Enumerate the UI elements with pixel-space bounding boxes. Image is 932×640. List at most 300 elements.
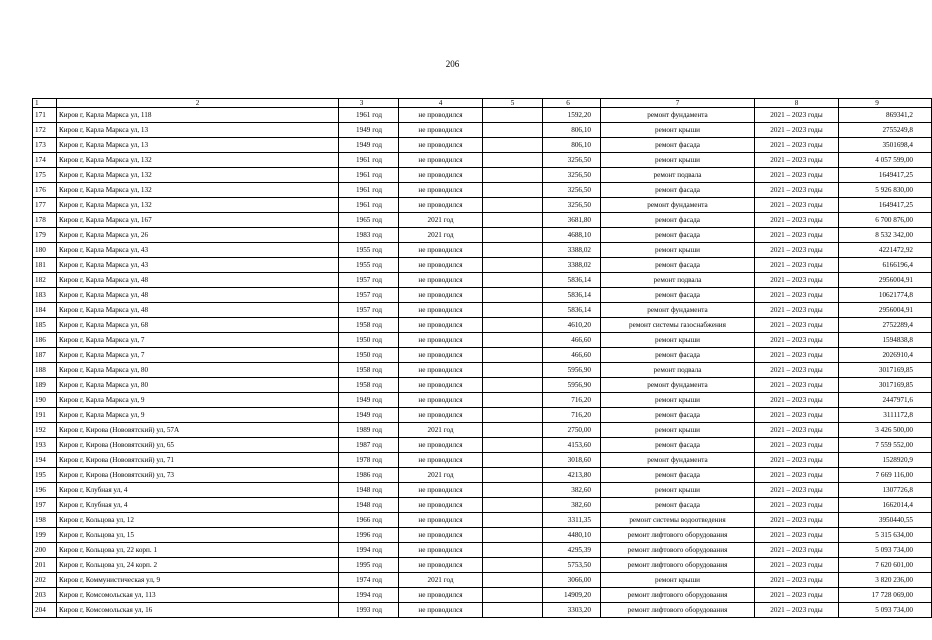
- cell-row-number: 187: [33, 348, 57, 363]
- cell-address: Киров г, Карла Маркса ул, 48: [57, 273, 339, 288]
- cell-empty-col: [483, 543, 543, 558]
- cell-build-year: 1961 год: [339, 168, 399, 183]
- cell-row-number: 175: [33, 168, 57, 183]
- column-number-4: 4: [399, 99, 483, 108]
- cell-cost: 4221472,92: [839, 243, 932, 258]
- cell-address: Киров г, Карла Маркса ул, 26: [57, 228, 339, 243]
- cell-area: 3388,02: [543, 258, 601, 273]
- cell-address: Киров г, Карла Маркса ул, 7: [57, 348, 339, 363]
- cell-build-year: 1986 год: [339, 468, 399, 483]
- cell-empty-col: [483, 603, 543, 618]
- cell-last-repair-year: не проводился: [399, 513, 483, 528]
- cell-build-year: 1955 год: [339, 258, 399, 273]
- cell-build-year: 1961 год: [339, 183, 399, 198]
- cell-period: 2021 – 2023 годы: [755, 513, 839, 528]
- cell-work-type: ремонт подвала: [601, 168, 755, 183]
- cell-row-number: 203: [33, 588, 57, 603]
- cell-area: 1592,20: [543, 108, 601, 123]
- cell-empty-col: [483, 333, 543, 348]
- table-row: [33, 153, 932, 168]
- cell-address: Киров г, Кирова (Нововятский) ул, 73: [57, 468, 339, 483]
- cell-address: Киров г, Кирова (Нововятский) ул, 65: [57, 438, 339, 453]
- table-body: [33, 99, 932, 618]
- cell-period: 2021 – 2023 годы: [755, 423, 839, 438]
- cell-row-number: 195: [33, 468, 57, 483]
- cell-row-number: 186: [33, 333, 57, 348]
- cell-work-type: ремонт системы газоснабжения: [601, 318, 755, 333]
- cell-empty-col: [483, 408, 543, 423]
- cell-cost: 3 426 500,00: [839, 423, 932, 438]
- cell-address: Киров г, Карла Маркса ул, 9: [57, 408, 339, 423]
- cell-cost: 1649417,25: [839, 168, 932, 183]
- column-number-3: 3: [339, 99, 399, 108]
- cell-row-number: 191: [33, 408, 57, 423]
- cell-address: Киров г, Кольцова ул, 22 корп. 1: [57, 543, 339, 558]
- cell-work-type: ремонт фасада: [601, 468, 755, 483]
- cell-period: 2021 – 2023 годы: [755, 288, 839, 303]
- cell-empty-col: [483, 318, 543, 333]
- cell-empty-col: [483, 378, 543, 393]
- cell-last-repair-year: 2021 год: [399, 573, 483, 588]
- cell-row-number: 194: [33, 453, 57, 468]
- cell-address: Киров г, Карла Маркса ул, 167: [57, 213, 339, 228]
- cell-row-number: 190: [33, 393, 57, 408]
- table-row: [33, 168, 932, 183]
- table-row: [33, 123, 932, 138]
- cell-build-year: 1948 год: [339, 498, 399, 513]
- cell-last-repair-year: не проводился: [399, 243, 483, 258]
- cell-area: 3681,80: [543, 213, 601, 228]
- cell-cost: 3111172,8: [839, 408, 932, 423]
- cell-last-repair-year: не проводился: [399, 318, 483, 333]
- cell-work-type: ремонт фасада: [601, 348, 755, 363]
- cell-address: Киров г, Кирова (Нововятский) ул, 57А: [57, 423, 339, 438]
- cell-last-repair-year: не проводился: [399, 453, 483, 468]
- cell-area: 3256,50: [543, 153, 601, 168]
- column-number-7: 7: [601, 99, 755, 108]
- cell-period: 2021 – 2023 годы: [755, 153, 839, 168]
- cell-area: 3066,00: [543, 573, 601, 588]
- cell-row-number: 199: [33, 528, 57, 543]
- cell-work-type: ремонт подвала: [601, 363, 755, 378]
- cell-cost: 2755249,8: [839, 123, 932, 138]
- cell-work-type: ремонт фундамента: [601, 453, 755, 468]
- cell-work-type: ремонт фасада: [601, 408, 755, 423]
- cell-empty-col: [483, 558, 543, 573]
- cell-cost: 7 620 601,00: [839, 558, 932, 573]
- cell-work-type: ремонт крыши: [601, 153, 755, 168]
- cell-work-type: ремонт крыши: [601, 123, 755, 138]
- cell-empty-col: [483, 393, 543, 408]
- cell-period: 2021 – 2023 годы: [755, 468, 839, 483]
- cell-empty-col: [483, 303, 543, 318]
- cell-area: 4295,39: [543, 543, 601, 558]
- table-row: [33, 573, 932, 588]
- cell-cost: 1594838,8: [839, 333, 932, 348]
- cell-work-type: ремонт фасада: [601, 258, 755, 273]
- table-row: [33, 273, 932, 288]
- cell-build-year: 1949 год: [339, 138, 399, 153]
- cell-area: 4153,60: [543, 438, 601, 453]
- cell-area: 3256,50: [543, 168, 601, 183]
- table-row: [33, 303, 932, 318]
- cell-row-number: 177: [33, 198, 57, 213]
- cell-last-repair-year: 2021 год: [399, 468, 483, 483]
- cell-address: Киров г, Карла Маркса ул, 132: [57, 183, 339, 198]
- cell-empty-col: [483, 138, 543, 153]
- cell-build-year: 1958 год: [339, 363, 399, 378]
- cell-work-type: ремонт фасада: [601, 438, 755, 453]
- table-row: [33, 438, 932, 453]
- cell-area: 716,20: [543, 393, 601, 408]
- cell-last-repair-year: не проводился: [399, 438, 483, 453]
- cell-cost: 6 700 876,00: [839, 213, 932, 228]
- cell-address: Киров г, Клубная ул, 4: [57, 498, 339, 513]
- column-number-9: 9: [839, 99, 932, 108]
- cell-cost: 3017169,85: [839, 378, 932, 393]
- cell-address: Киров г, Кольцова ул, 24 корп. 2: [57, 558, 339, 573]
- cell-area: 5753,50: [543, 558, 601, 573]
- cell-empty-col: [483, 483, 543, 498]
- cell-row-number: 185: [33, 318, 57, 333]
- cell-empty-col: [483, 198, 543, 213]
- cell-row-number: 173: [33, 138, 57, 153]
- cell-empty-col: [483, 108, 543, 123]
- cell-row-number: 198: [33, 513, 57, 528]
- cell-empty-col: [483, 228, 543, 243]
- cell-last-repair-year: не проводился: [399, 408, 483, 423]
- table-row: [33, 108, 932, 123]
- cell-last-repair-year: не проводился: [399, 333, 483, 348]
- cell-build-year: 1978 год: [339, 453, 399, 468]
- cell-build-year: 1948 год: [339, 483, 399, 498]
- cell-work-type: ремонт крыши: [601, 423, 755, 438]
- cell-build-year: 1949 год: [339, 408, 399, 423]
- cell-last-repair-year: 2021 год: [399, 423, 483, 438]
- cell-period: 2021 – 2023 годы: [755, 363, 839, 378]
- cell-work-type: ремонт фасада: [601, 228, 755, 243]
- cell-cost: 1307726,8: [839, 483, 932, 498]
- cell-area: 4213,80: [543, 468, 601, 483]
- cell-work-type: ремонт лифтового оборудования: [601, 528, 755, 543]
- cell-last-repair-year: не проводился: [399, 363, 483, 378]
- table-row: [33, 513, 932, 528]
- cell-build-year: 1961 год: [339, 153, 399, 168]
- cell-work-type: ремонт фасада: [601, 213, 755, 228]
- cell-empty-col: [483, 288, 543, 303]
- table-row: [33, 378, 932, 393]
- cell-period: 2021 – 2023 годы: [755, 603, 839, 618]
- cell-work-type: ремонт крыши: [601, 243, 755, 258]
- cell-work-type: ремонт фасада: [601, 138, 755, 153]
- table-row: [33, 363, 932, 378]
- cell-build-year: 1996 год: [339, 528, 399, 543]
- cell-work-type: ремонт крыши: [601, 573, 755, 588]
- cell-empty-col: [483, 513, 543, 528]
- cell-cost: 5 315 634,00: [839, 528, 932, 543]
- cell-period: 2021 – 2023 годы: [755, 438, 839, 453]
- cell-last-repair-year: не проводился: [399, 138, 483, 153]
- cell-period: 2021 – 2023 годы: [755, 483, 839, 498]
- cell-build-year: 1966 год: [339, 513, 399, 528]
- cell-cost: 17 728 069,00: [839, 588, 932, 603]
- table-row: [33, 408, 932, 423]
- cell-build-year: 1950 год: [339, 348, 399, 363]
- cell-build-year: 1994 год: [339, 588, 399, 603]
- cell-build-year: 1994 год: [339, 543, 399, 558]
- cell-area: 3311,35: [543, 513, 601, 528]
- cell-empty-col: [483, 258, 543, 273]
- cell-row-number: 182: [33, 273, 57, 288]
- cell-last-repair-year: не проводился: [399, 258, 483, 273]
- cell-work-type: ремонт подвала: [601, 273, 755, 288]
- cell-last-repair-year: не проводился: [399, 498, 483, 513]
- table-row: [33, 468, 932, 483]
- cell-work-type: ремонт крыши: [601, 393, 755, 408]
- cell-last-repair-year: не проводился: [399, 168, 483, 183]
- column-number-1: 1: [33, 99, 57, 108]
- cell-area: 4610,20: [543, 318, 601, 333]
- cell-row-number: 193: [33, 438, 57, 453]
- cell-address: Киров г, Комсомольская ул, 113: [57, 588, 339, 603]
- cell-work-type: ремонт фундамента: [601, 378, 755, 393]
- cell-period: 2021 – 2023 годы: [755, 333, 839, 348]
- cell-area: 3018,60: [543, 453, 601, 468]
- cell-empty-col: [483, 243, 543, 258]
- cell-address: Киров г, Карла Маркса ул, 13: [57, 138, 339, 153]
- cell-address: Киров г, Карла Маркса ул, 48: [57, 303, 339, 318]
- cell-area: 5836,14: [543, 273, 601, 288]
- table-row: [33, 498, 932, 513]
- cell-period: 2021 – 2023 годы: [755, 498, 839, 513]
- cell-row-number: 176: [33, 183, 57, 198]
- cell-build-year: 1961 год: [339, 108, 399, 123]
- cell-work-type: ремонт крыши: [601, 333, 755, 348]
- cell-build-year: 1993 год: [339, 603, 399, 618]
- cell-build-year: 1957 год: [339, 303, 399, 318]
- cell-area: 806,10: [543, 138, 601, 153]
- table-row: [33, 138, 932, 153]
- cell-work-type: ремонт лифтового оборудования: [601, 543, 755, 558]
- cell-work-type: ремонт фундамента: [601, 198, 755, 213]
- cell-period: 2021 – 2023 годы: [755, 138, 839, 153]
- cell-empty-col: [483, 123, 543, 138]
- cell-empty-col: [483, 363, 543, 378]
- cell-address: Киров г, Карла Маркса ул, 43: [57, 258, 339, 273]
- table-row: [33, 558, 932, 573]
- cell-cost: 10621774,8: [839, 288, 932, 303]
- cell-cost: 3017169,85: [839, 363, 932, 378]
- cell-area: 5836,14: [543, 288, 601, 303]
- cell-period: 2021 – 2023 годы: [755, 123, 839, 138]
- cell-last-repair-year: не проводился: [399, 288, 483, 303]
- cell-address: Киров г, Кирова (Нововятский) ул, 71: [57, 453, 339, 468]
- cell-build-year: 1995 год: [339, 558, 399, 573]
- cell-period: 2021 – 2023 годы: [755, 573, 839, 588]
- cell-period: 2021 – 2023 годы: [755, 183, 839, 198]
- cell-work-type: ремонт крыши: [601, 483, 755, 498]
- cell-last-repair-year: не проводился: [399, 108, 483, 123]
- column-number-6: 6: [543, 99, 601, 108]
- cell-period: 2021 – 2023 годы: [755, 198, 839, 213]
- cell-row-number: 201: [33, 558, 57, 573]
- cell-address: Киров г, Карла Маркса ул, 132: [57, 168, 339, 183]
- cell-period: 2021 – 2023 годы: [755, 303, 839, 318]
- cell-work-type: ремонт фундамента: [601, 108, 755, 123]
- cell-empty-col: [483, 468, 543, 483]
- cell-period: 2021 – 2023 годы: [755, 213, 839, 228]
- cell-address: Киров г, Кольцова ул, 15: [57, 528, 339, 543]
- cell-last-repair-year: не проводился: [399, 123, 483, 138]
- cell-area: 4688,10: [543, 228, 601, 243]
- cell-period: 2021 – 2023 годы: [755, 588, 839, 603]
- table-row: [33, 318, 932, 333]
- cell-last-repair-year: не проводился: [399, 303, 483, 318]
- cell-work-type: ремонт фасада: [601, 183, 755, 198]
- cell-row-number: 189: [33, 378, 57, 393]
- cell-address: Киров г, Клубная ул, 4: [57, 483, 339, 498]
- cell-work-type: ремонт системы водоотведения: [601, 513, 755, 528]
- cell-row-number: 172: [33, 123, 57, 138]
- cell-row-number: 184: [33, 303, 57, 318]
- cell-last-repair-year: не проводился: [399, 393, 483, 408]
- cell-empty-col: [483, 588, 543, 603]
- cell-row-number: 202: [33, 573, 57, 588]
- cell-cost: 2956004,91: [839, 273, 932, 288]
- cell-address: Киров г, Карла Маркса ул, 48: [57, 288, 339, 303]
- cell-work-type: ремонт фундамента: [601, 303, 755, 318]
- cell-empty-col: [483, 573, 543, 588]
- housing-repair-table: [32, 98, 932, 618]
- cell-area: 5956,90: [543, 378, 601, 393]
- table-row: [33, 528, 932, 543]
- cell-row-number: 179: [33, 228, 57, 243]
- cell-cost: 7 559 552,00: [839, 438, 932, 453]
- cell-address: Киров г, Карла Маркса ул, 9: [57, 393, 339, 408]
- cell-cost: 1649417,25: [839, 198, 932, 213]
- cell-cost: 869341,2: [839, 108, 932, 123]
- cell-cost: 6166196,4: [839, 258, 932, 273]
- column-number-2: 2: [57, 99, 339, 108]
- cell-empty-col: [483, 273, 543, 288]
- cell-period: 2021 – 2023 годы: [755, 258, 839, 273]
- cell-row-number: 174: [33, 153, 57, 168]
- cell-area: 4480,10: [543, 528, 601, 543]
- cell-build-year: 1958 год: [339, 318, 399, 333]
- cell-area: 3303,20: [543, 603, 601, 618]
- cell-row-number: 188: [33, 363, 57, 378]
- cell-address: Киров г, Комсомольская ул, 16: [57, 603, 339, 618]
- cell-empty-col: [483, 528, 543, 543]
- table-row: [33, 453, 932, 468]
- cell-build-year: 1958 год: [339, 378, 399, 393]
- cell-last-repair-year: не проводился: [399, 543, 483, 558]
- cell-empty-col: [483, 438, 543, 453]
- cell-cost: 4 057 599,00: [839, 153, 932, 168]
- cell-last-repair-year: не проводился: [399, 273, 483, 288]
- cell-cost: 1528920,9: [839, 453, 932, 468]
- table-row: [33, 183, 932, 198]
- cell-build-year: 1987 год: [339, 438, 399, 453]
- cell-address: Киров г, Кольцова ул, 12: [57, 513, 339, 528]
- cell-work-type: ремонт лифтового оборудования: [601, 603, 755, 618]
- table-row: [33, 258, 932, 273]
- cell-empty-col: [483, 453, 543, 468]
- cell-area: 3256,50: [543, 198, 601, 213]
- cell-cost: 5 926 830,00: [839, 183, 932, 198]
- cell-period: 2021 – 2023 годы: [755, 558, 839, 573]
- cell-cost: 2956004,91: [839, 303, 932, 318]
- cell-area: 3388,02: [543, 243, 601, 258]
- cell-cost: 1662014,4: [839, 498, 932, 513]
- table-row: [33, 333, 932, 348]
- cell-address: Киров г, Карла Маркса ул, 68: [57, 318, 339, 333]
- cell-build-year: 1955 год: [339, 243, 399, 258]
- column-numbers-row: [33, 99, 932, 108]
- cell-area: 382,60: [543, 498, 601, 513]
- cell-last-repair-year: не проводился: [399, 588, 483, 603]
- table-row: [33, 228, 932, 243]
- page-number: 206: [445, 59, 460, 69]
- cell-cost: 2447971,6: [839, 393, 932, 408]
- cell-empty-col: [483, 348, 543, 363]
- cell-period: 2021 – 2023 годы: [755, 543, 839, 558]
- cell-area: 5956,90: [543, 363, 601, 378]
- cell-address: Киров г, Карла Маркса ул, 13: [57, 123, 339, 138]
- table-row: [33, 423, 932, 438]
- cell-cost: 5 093 734,00: [839, 603, 932, 618]
- cell-row-number: 183: [33, 288, 57, 303]
- cell-last-repair-year: не проводился: [399, 348, 483, 363]
- cell-area: 5836,14: [543, 303, 601, 318]
- cell-work-type: ремонт лифтового оборудования: [601, 588, 755, 603]
- column-number-5: 5: [483, 99, 543, 108]
- cell-cost: 3950440,55: [839, 513, 932, 528]
- cell-area: 382,60: [543, 483, 601, 498]
- cell-last-repair-year: не проводился: [399, 378, 483, 393]
- cell-cost: 3 820 236,00: [839, 573, 932, 588]
- table-row: [33, 603, 932, 618]
- cell-cost: 3501698,4: [839, 138, 932, 153]
- cell-build-year: 1957 год: [339, 288, 399, 303]
- cell-last-repair-year: 2021 год: [399, 213, 483, 228]
- cell-row-number: 192: [33, 423, 57, 438]
- cell-empty-col: [483, 498, 543, 513]
- cell-period: 2021 – 2023 годы: [755, 453, 839, 468]
- cell-period: 2021 – 2023 годы: [755, 408, 839, 423]
- cell-cost: 8 532 342,00: [839, 228, 932, 243]
- cell-area: 3256,50: [543, 183, 601, 198]
- cell-build-year: 1961 год: [339, 198, 399, 213]
- cell-address: Киров г, Карла Маркса ул, 132: [57, 198, 339, 213]
- cell-empty-col: [483, 183, 543, 198]
- cell-last-repair-year: не проводился: [399, 603, 483, 618]
- cell-build-year: 1983 год: [339, 228, 399, 243]
- cell-row-number: 178: [33, 213, 57, 228]
- cell-empty-col: [483, 213, 543, 228]
- cell-last-repair-year: не проводился: [399, 528, 483, 543]
- cell-empty-col: [483, 153, 543, 168]
- cell-area: 806,10: [543, 123, 601, 138]
- cell-build-year: 1965 год: [339, 213, 399, 228]
- cell-period: 2021 – 2023 годы: [755, 393, 839, 408]
- cell-address: Киров г, Карла Маркса ул, 80: [57, 378, 339, 393]
- cell-cost: 2752289,4: [839, 318, 932, 333]
- table-row: [33, 393, 932, 408]
- cell-work-type: ремонт фасада: [601, 288, 755, 303]
- cell-empty-col: [483, 423, 543, 438]
- cell-row-number: 171: [33, 108, 57, 123]
